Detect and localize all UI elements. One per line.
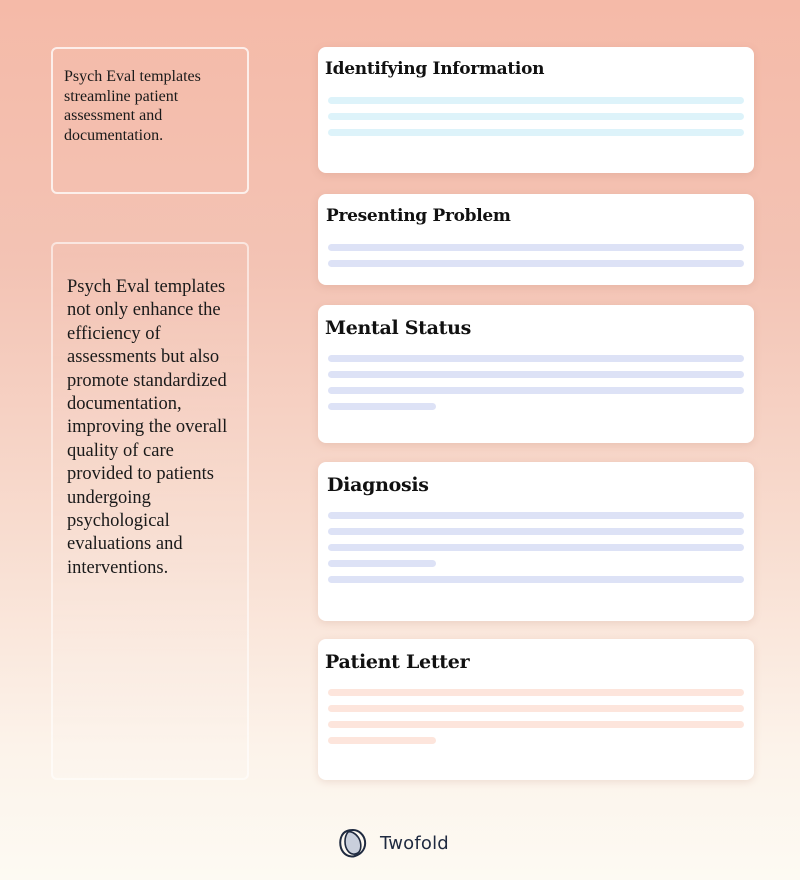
placeholder-line [328,705,744,712]
summary-note [51,47,249,194]
summary-note-text: Psych Eval templates streamline patient assessment and documentation. [64,68,201,144]
detail-note-text: Psych Eval templates not only enhance the efficiency of assessments but also promote standardized documentation, improving the overall quality of care provided to patients undergoing psychological evaluations and interventions. [67,277,228,578]
placeholder-line [328,721,744,728]
placeholder-line [328,528,744,535]
card-title-patient-letter: Patient Letter [325,651,470,673]
placeholder-line [328,576,744,583]
placeholder-line [328,403,436,410]
placeholder-line [328,512,744,519]
placeholder-line [328,129,744,136]
placeholder-line [328,737,436,744]
placeholder-line [328,689,744,696]
placeholder-line [328,260,744,267]
card-title-identifying-information: Identifying Information [325,59,545,79]
card-mental-status [318,305,754,443]
footer-brand [338,826,449,860]
card-title-mental-status: Mental Status [325,317,472,339]
brand-name: Twofold [380,832,449,854]
placeholder-line [328,560,436,567]
card-identifying-information [318,47,754,173]
twofold-logo-icon [338,827,370,859]
placeholder-line [328,355,744,362]
card-presenting-problem [318,194,754,285]
placeholder-line [328,113,744,120]
card-diagnosis [318,462,754,621]
placeholder-line [328,387,744,394]
placeholder-line [328,244,744,251]
detail-note [51,242,249,780]
card-title-presenting-problem: Presenting Problem [326,206,511,226]
card-title-diagnosis: Diagnosis [327,474,429,496]
placeholder-line [328,97,744,104]
placeholder-line [328,544,744,551]
card-patient-letter [318,639,754,780]
placeholder-line [328,371,744,378]
